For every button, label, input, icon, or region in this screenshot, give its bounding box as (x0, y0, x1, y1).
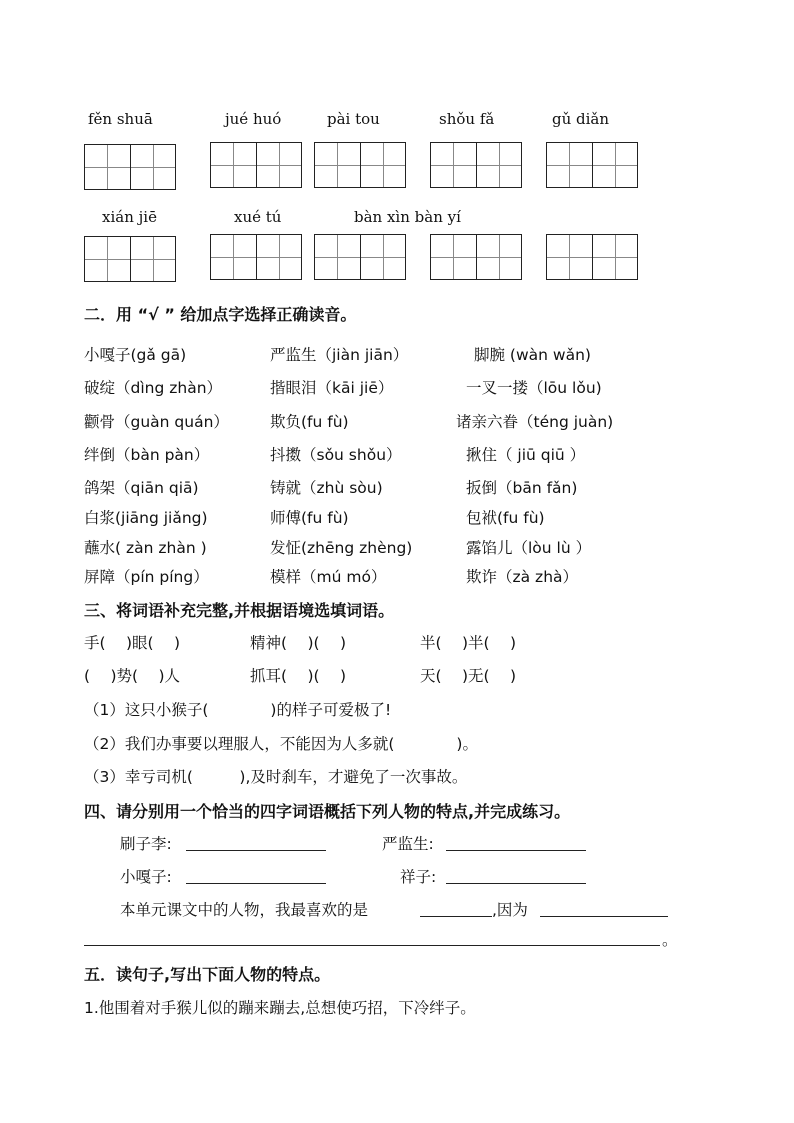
writing-grid[interactable] (546, 142, 638, 188)
writing-grid[interactable] (546, 234, 638, 280)
end-period: 。 (662, 931, 678, 949)
reading-item[interactable]: 师傅(fu fù) (270, 509, 349, 527)
reading-item[interactable]: 严监生（jiàn jiān） (270, 346, 409, 364)
answer-line[interactable] (446, 883, 586, 884)
idiom-blank[interactable]: 抓耳( )( ) (250, 667, 347, 685)
pinyin-label: bàn xìn bàn yí (354, 208, 461, 226)
idiom-blank[interactable]: 精神( )( ) (250, 634, 347, 652)
writing-grid[interactable] (84, 144, 176, 190)
pinyin-label: shǒu fǎ (439, 110, 495, 128)
reading-item[interactable]: 揪住（ jiū qiū ） (466, 446, 586, 464)
answer-line[interactable] (84, 945, 660, 946)
reading-item[interactable]: 绊倒（bàn pàn） (84, 446, 210, 464)
answer-line[interactable] (446, 850, 586, 851)
reading-item[interactable]: 小嘎子(gǎ gā) (84, 346, 187, 364)
writing-grid[interactable] (210, 142, 302, 188)
idiom-blank[interactable]: 半( )半( ) (420, 634, 517, 652)
fill-sentence[interactable]: （3）幸亏司机( ),及时刹车，才避免了一次事故。 (84, 768, 468, 786)
reading-item[interactable]: 鸽架（qiān qiā) (84, 479, 199, 497)
reading-item[interactable]: 诸亲六眷（téng juàn) (456, 413, 614, 431)
writing-grid[interactable] (430, 142, 522, 188)
writing-grid[interactable] (314, 234, 406, 280)
character-label: 刷子李: (120, 835, 172, 853)
answer-line[interactable] (420, 916, 492, 917)
reading-item[interactable]: 一叉一搂（lōu lǒu) (466, 379, 602, 397)
reading-item[interactable]: 露馅儿（lòu lù ） (466, 539, 592, 557)
pinyin-label: pài tou (327, 110, 380, 128)
section-2-title: 二．用 “√ ” 给加点字选择正确读音。 (84, 305, 357, 324)
reading-item[interactable]: 蘸水( zàn zhàn ) (84, 539, 207, 557)
reading-item[interactable]: 破绽（dìng zhàn） (84, 379, 223, 397)
reading-item[interactable]: 颧骨（guàn quán） (84, 413, 229, 431)
character-label: 祥子: (400, 868, 437, 886)
writing-grid[interactable] (430, 234, 522, 280)
reading-item[interactable]: 脚腕 (wàn wǎn) (474, 346, 591, 364)
idiom-blank[interactable]: 天( )无( ) (420, 667, 517, 685)
fill-sentence[interactable]: （1）这只小猴子( )的样子可爱极了! (84, 701, 392, 719)
reading-item[interactable]: 包袱(fu fù) (466, 509, 545, 527)
reading-item[interactable]: 发怔(zhēng zhèng) (270, 539, 413, 557)
character-label: 小嘎子: (120, 868, 172, 886)
idiom-blank[interactable]: 手( )眼( ) (84, 634, 181, 652)
fill-sentence[interactable]: （2）我们办事要以理服人，不能因为人多就( )。 (84, 735, 478, 753)
pinyin-label: jué huó (225, 110, 282, 128)
idiom-blank[interactable]: ( )势( )人 (84, 667, 181, 685)
reading-item[interactable]: 欺负(fu fù) (270, 413, 349, 431)
pinyin-label: xián jiē (102, 208, 157, 226)
section-4-title: 四、请分别用一个恰当的四字词语概括下列人物的特点,并完成练习。 (84, 802, 571, 821)
reading-item[interactable]: 扳倒（bān fǎn) (466, 479, 578, 497)
sentence-item: 1.他围着对手猴儿似的蹦来蹦去,总想使巧招，下冷绊子。 (84, 999, 476, 1017)
pinyin-label: fěn shuā (88, 110, 153, 128)
reading-item[interactable]: 模样（mú mó） (270, 568, 387, 586)
writing-grid[interactable] (314, 142, 406, 188)
reading-item[interactable]: 揩眼泪（kāi jiē） (270, 379, 394, 397)
reading-item[interactable]: 屏障（pín píng） (84, 568, 209, 586)
favorite-because: ,因为 (492, 901, 528, 919)
reading-item[interactable]: 白浆(jiāng jiǎng) (84, 509, 208, 527)
answer-line[interactable] (186, 883, 326, 884)
reading-item[interactable]: 铸就（zhù sòu) (270, 479, 383, 497)
pinyin-label: xué tú (234, 208, 282, 226)
writing-grid[interactable] (84, 236, 176, 282)
favorite-prefix: 本单元课文中的人物，我最喜欢的是 (120, 901, 369, 919)
answer-line[interactable] (186, 850, 326, 851)
writing-grid[interactable] (210, 234, 302, 280)
reading-item[interactable]: 抖擞（sǒu shǒu） (270, 446, 402, 464)
character-label: 严监生: (382, 835, 434, 853)
pinyin-label: gǔ diǎn (552, 110, 610, 128)
answer-line[interactable] (540, 916, 668, 917)
section-5-title: 五．读句子,写出下面人物的特点。 (84, 965, 331, 984)
section-3-title: 三、将词语补充完整,并根据语境选填词语。 (84, 601, 395, 620)
reading-item[interactable]: 欺诈（zà zhà） (466, 568, 579, 586)
